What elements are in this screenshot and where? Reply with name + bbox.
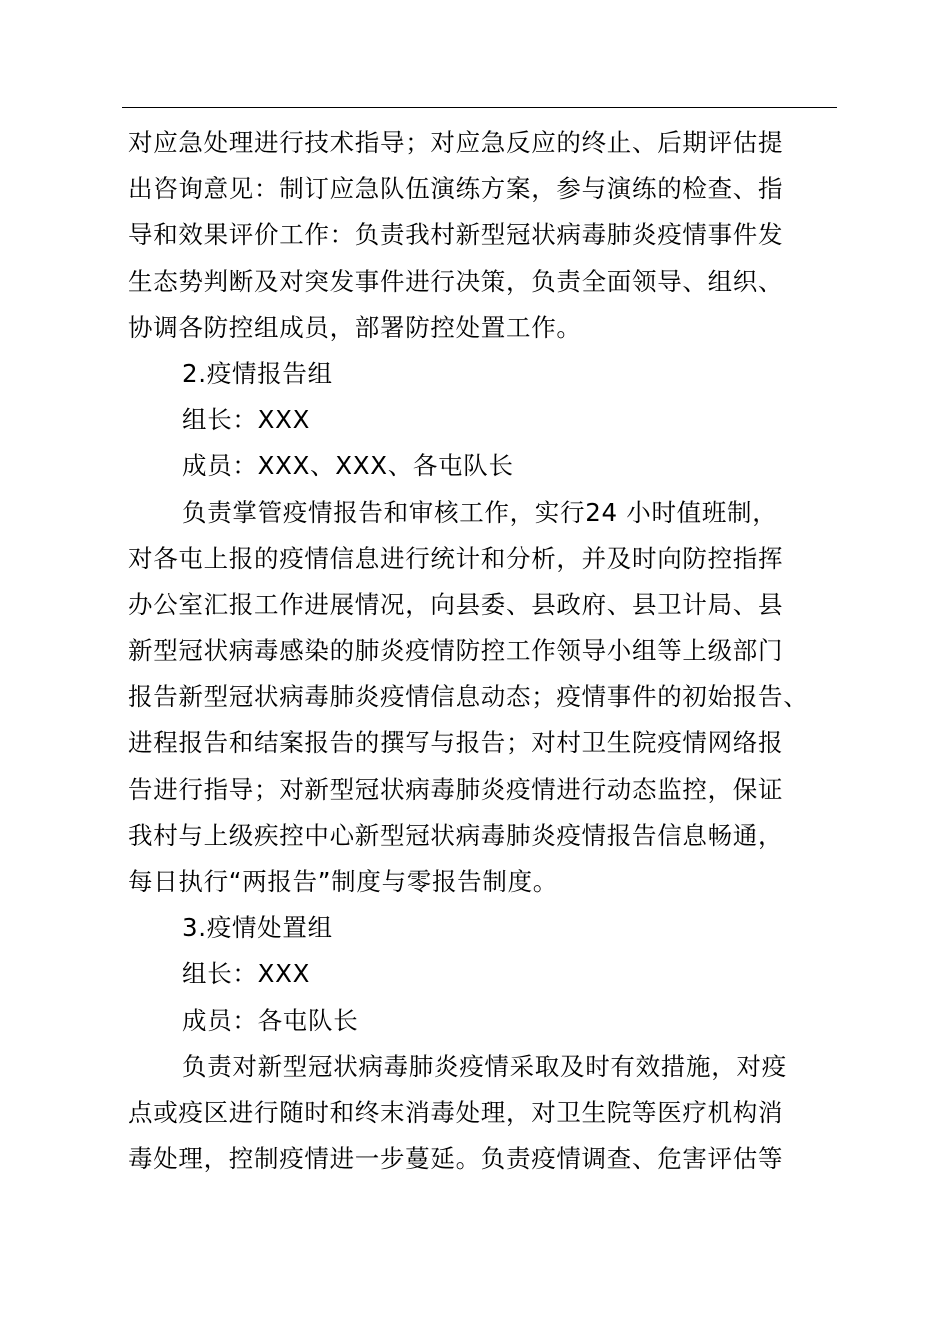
text-line: 点或疫区进行随时和终末消毒处理，对卫生院等医疗机构消 bbox=[128, 1097, 784, 1127]
text-line: 新型冠状病毒感染的肺炎疫情防控工作领导小组等上级部门 bbox=[128, 636, 784, 666]
section-heading: 2.疫情报告组 bbox=[182, 358, 333, 388]
text-line: 出咨询意见：制订应急队伍演练方案，参与演练的检查、指 bbox=[128, 174, 784, 204]
text-line: 导和效果评价工作：负责我村新型冠状病毒肺炎疫情事件发 bbox=[128, 220, 784, 250]
text-line: 我村与上级疾控中心新型冠状病毒肺炎疫情报告信息畅通， bbox=[128, 820, 784, 850]
text-line: 告进行指导；对新型冠状病毒肺炎疫情进行动态监控，保证 bbox=[128, 774, 784, 804]
group-leader: 组长：XXX bbox=[182, 405, 311, 435]
text-line: 对应急处理进行技术指导；对应急反应的终止、后期评估提 bbox=[128, 128, 784, 157]
group-leader: 组长：XXX bbox=[182, 959, 311, 989]
text-line: 对各屯上报的疫情信息进行统计和分析，并及时向防控指挥 bbox=[128, 543, 784, 573]
document-body bbox=[128, 120, 848, 1182]
text-line: 每日执行“两报告”制度与零报告制度。 bbox=[128, 867, 558, 896]
text-line: 报告新型冠状病毒肺炎疫情信息动态；疫情事件的初始报告、 bbox=[128, 682, 809, 712]
text-line: 进程报告和结案报告的撰写与报告；对村卫生院疫情网络报 bbox=[128, 728, 784, 758]
section-heading: 3.疫情处置组 bbox=[182, 913, 333, 943]
header-rule bbox=[122, 107, 837, 108]
text-line: 办公室汇报工作进展情况，向县委、县政府、县卫计局、县 bbox=[128, 589, 784, 619]
text-line: 毒处理，控制疫情进一步蔓延。负责疫情调查、危害评估等 bbox=[128, 1144, 784, 1174]
paragraph-start: 负责掌管疫情报告和审核工作，实行24 小时值班制， bbox=[182, 497, 778, 527]
group-members: 成员：XXX、XXX、各屯队长 bbox=[182, 451, 514, 481]
paragraph-start: 负责对新型冠状病毒肺炎疫情采取及时有效措施，对疫 bbox=[182, 1051, 787, 1081]
text-line: 协调各防控组成员，部署防控处置工作。 bbox=[128, 312, 582, 342]
text-line: 生态势判断及对突发事件进行决策，负责全面领导、组织、 bbox=[128, 266, 784, 296]
group-members: 成员：各屯队长 bbox=[182, 1005, 359, 1035]
